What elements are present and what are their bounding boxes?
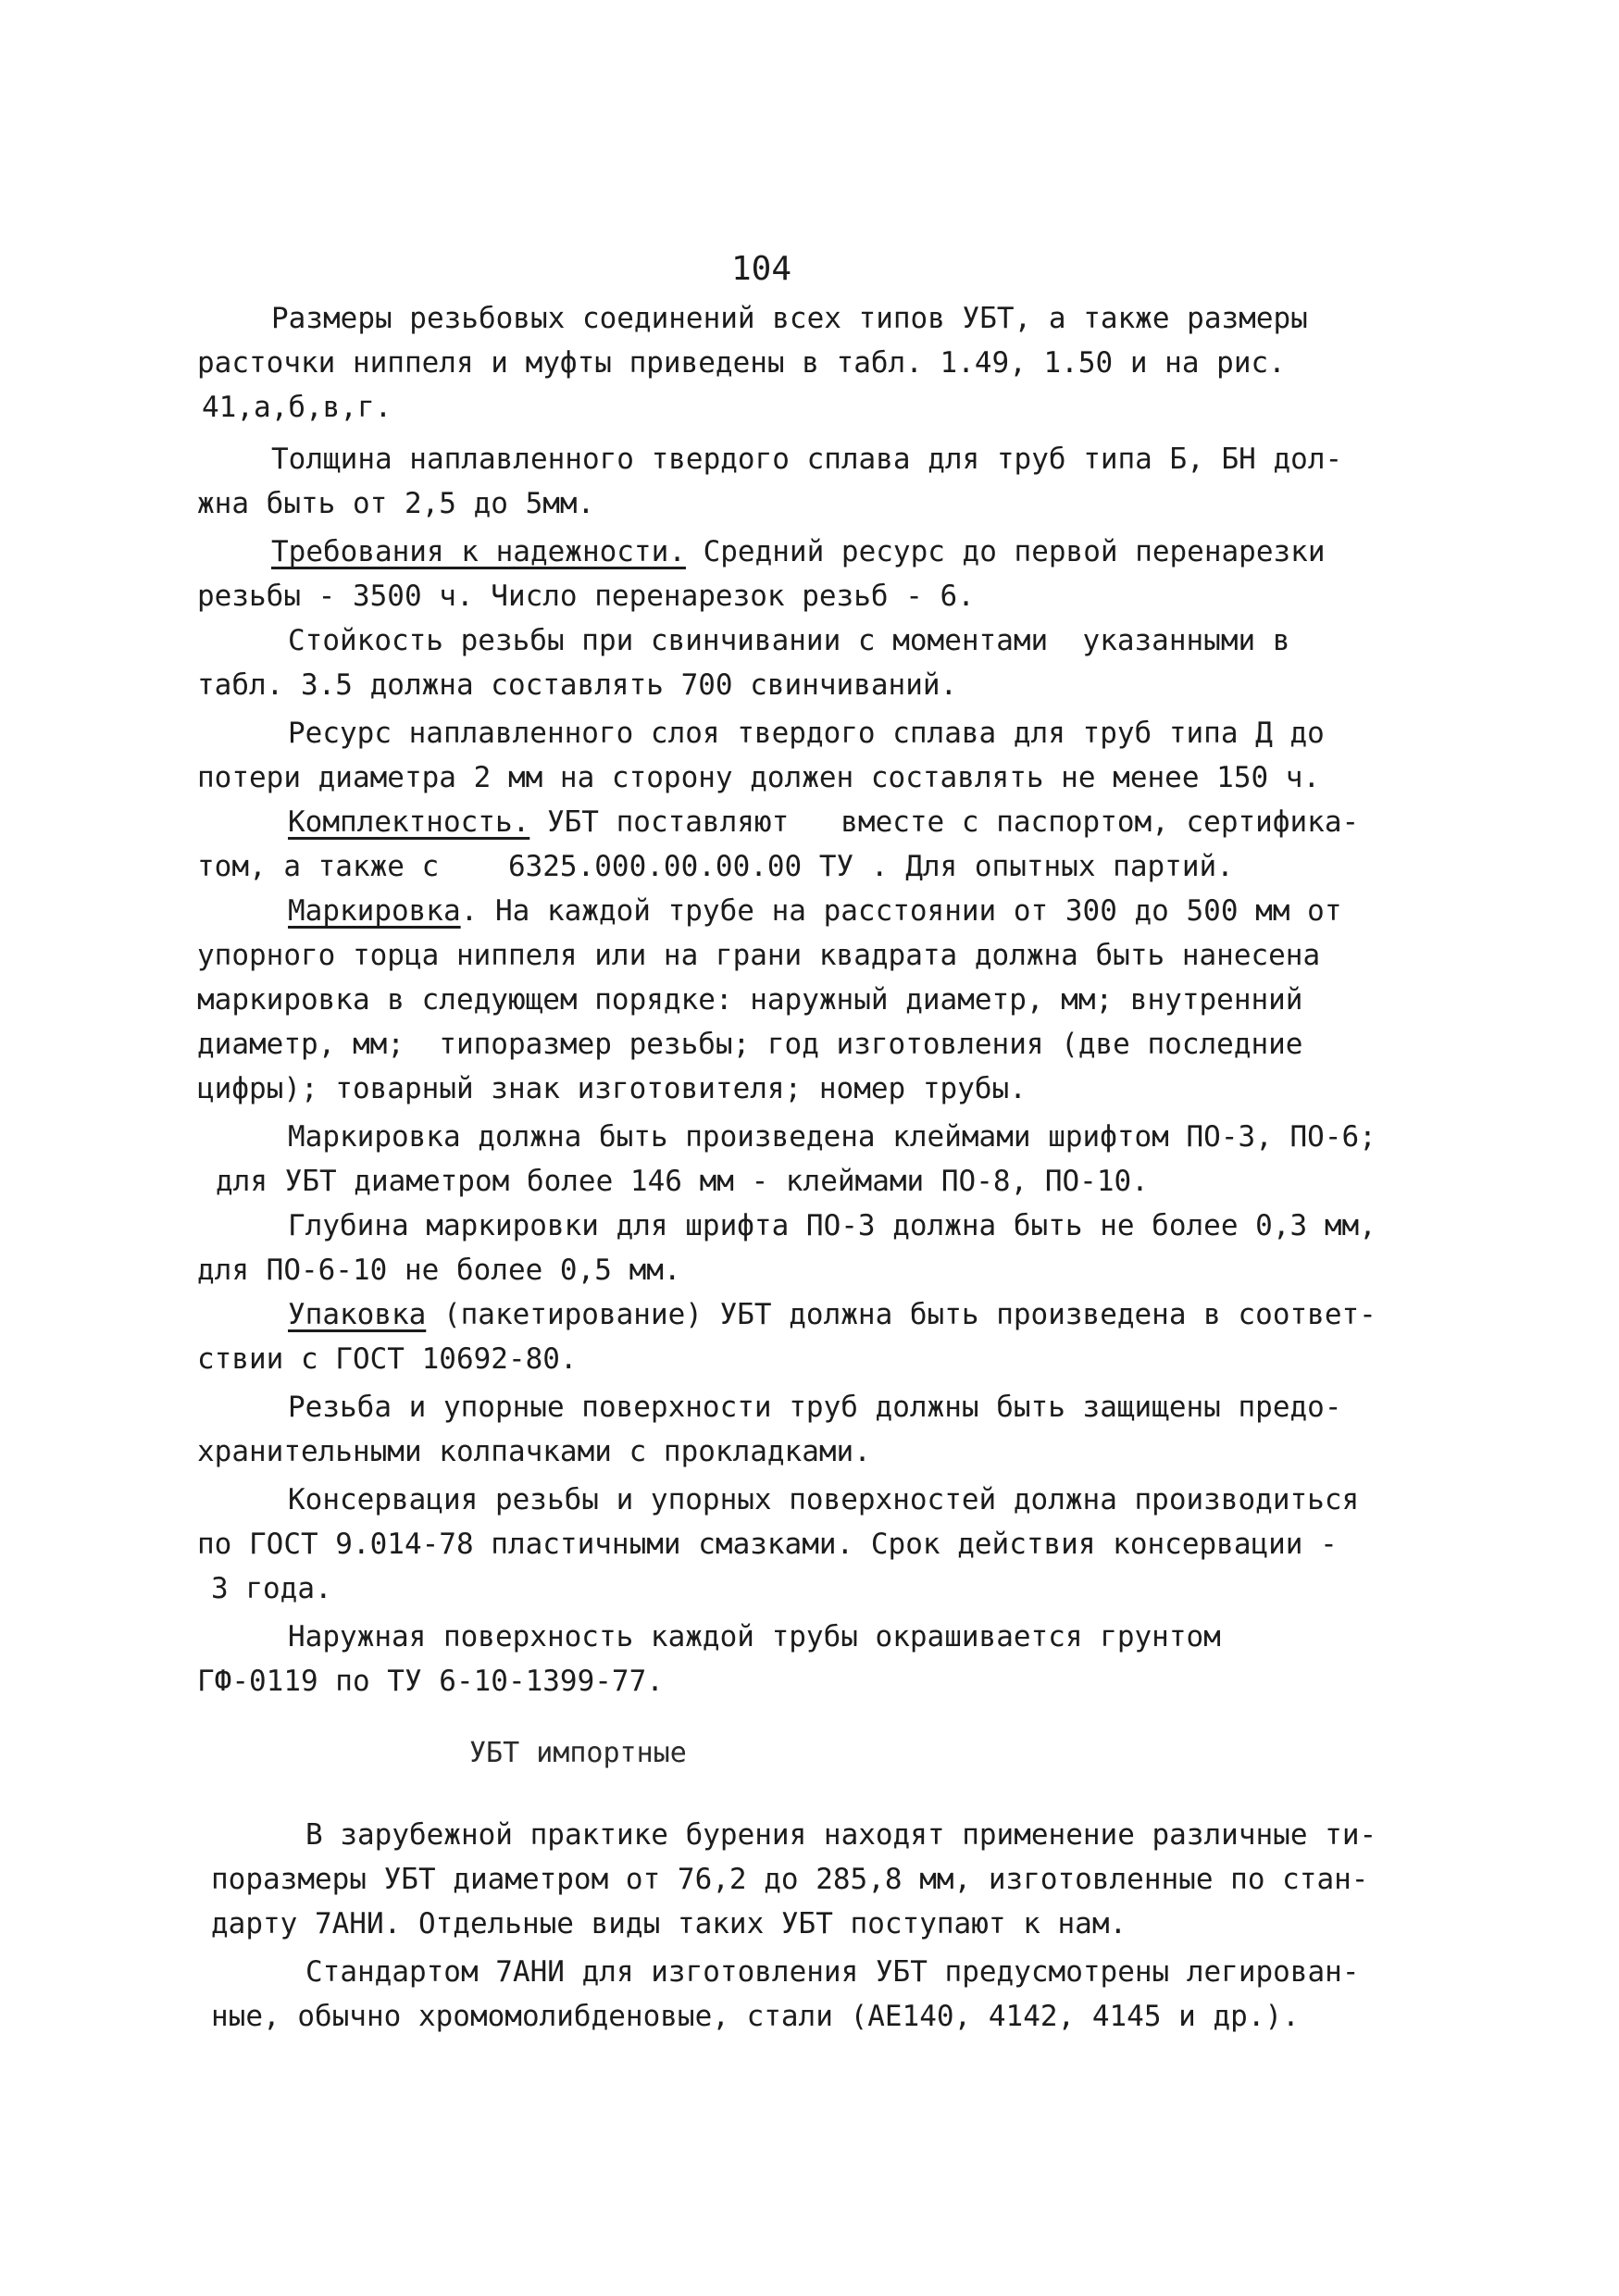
text-line: потери диаметра 2 мм на сторону должен составлять не менее 150 ч.: [197, 761, 1321, 794]
text-line: Ресурс наплавленного слоя твердого сплава для труб типа Д до: [288, 717, 1325, 750]
text-line: ствии с ГОСТ 10692-80.: [197, 1342, 578, 1376]
text-line: упорного торца ниппеля или на грани квадрата должна быть нанесена: [197, 939, 1321, 972]
text-line: 3 года.: [211, 1572, 332, 1605]
text-line: резьбы - 3500 ч. Число перенарезок резьб - 6.: [197, 580, 975, 613]
text-line: [271, 531, 1326, 572]
text-line: жна быть от 2,5 до 5мм.: [197, 487, 595, 520]
text-line: диаметр, мм; типоразмер резьбы; год изготовления (две последние: [197, 1028, 1303, 1061]
text-line: Маркировка должна быть произведена клеймами шрифтом ПО-3, ПО-6;: [288, 1120, 1376, 1154]
text-line: по ГОСТ 9.014-78 пластичными смазками. Срок действия консервации -: [197, 1528, 1338, 1561]
text-line: табл. 3.5 должна составлять 700 свинчиваний.: [197, 668, 958, 702]
text-line-rest: Средний ресурс до первой перенарезки: [685, 535, 1326, 568]
text-line: [288, 891, 1341, 931]
text-line: В зарубежной практике бурения находят применение различные ти-: [305, 1818, 1377, 1852]
text-line: поразмеры УБТ диаметром от 76,2 до 285,8 мм, изготовленные по стан-: [211, 1863, 1369, 1896]
marking-heading: Маркировка: [288, 894, 461, 928]
section-heading: УБТ импортные: [469, 1737, 687, 1769]
text-line: Наружная поверхность каждой трубы окрашивается грунтом: [288, 1620, 1221, 1653]
text-line: Толщина наплавленного твердого сплава для труб типа Б, БН дол-: [271, 443, 1343, 476]
text-line: Глубина маркировки для шрифта ПО-3 должна быть не более 0,3 мм,: [288, 1209, 1376, 1242]
page-number: 104: [731, 250, 792, 288]
text-line: расточки ниппеля и муфты приведены в табл. 1.49, 1.50 и на рис.: [197, 346, 1286, 380]
text-line: для УБТ диаметром более 146 мм - клеймами ПО-8, ПО-10.: [216, 1165, 1149, 1198]
text-line: маркировка в следующем порядке: наружный диаметр, мм; внутренний: [197, 983, 1303, 1017]
text-line: дарту 7АНИ. Отдельные виды таких УБТ поступают к нам.: [211, 1907, 1127, 1940]
text-line: Консервация резьбы и упорных поверхностей должна производиться: [288, 1483, 1360, 1516]
packaging-heading: Упаковка: [288, 1298, 427, 1331]
text-line: ные, обычно хромомолибденовые, стали (АЕ140, 4142, 4145 и др.).: [211, 2000, 1300, 2033]
text-line: [288, 802, 1359, 842]
text-line: Размеры резьбовых соединений всех типов УБТ, а также размеры: [271, 302, 1308, 335]
text-line: 41,а,б,в,г.: [202, 391, 392, 424]
text-line-rest: (пакетирование) УБТ должна быть произведена в соответ-: [426, 1298, 1376, 1331]
text-line: ГФ-0119 по ТУ 6-10-1399-77.: [197, 1665, 664, 1698]
reliability-heading: Требования к надежности.: [271, 535, 686, 568]
text-line: том, а также с 6325.000.00.00.00 ТУ . Для опытных партий.: [197, 850, 1234, 883]
text-line: [288, 1294, 1376, 1335]
text-line-rest: . На каждой трубе на расстоянии от 300 до 500 мм от: [460, 894, 1342, 928]
text-line: Стойкость резьбы при свинчивании с моментами указанными в: [288, 624, 1290, 657]
text-line: для ПО-6-10 не более 0,5 мм.: [197, 1254, 681, 1287]
completeness-heading: Комплектность.: [288, 805, 530, 839]
text-line: хранительными колпачками с прокладками.: [197, 1435, 871, 1468]
text-line: цифры); товарный знак изготовителя; номер трубы.: [197, 1072, 1027, 1105]
text-line: Резьба и упорные поверхности труб должны быть защищены предо-: [288, 1391, 1342, 1424]
text-line-rest: УБТ поставляют вместе с паспортом, сертифика-: [529, 805, 1360, 839]
text-line: Стандартом 7АНИ для изготовления УБТ предусмотрены легирован-: [305, 1955, 1360, 1989]
